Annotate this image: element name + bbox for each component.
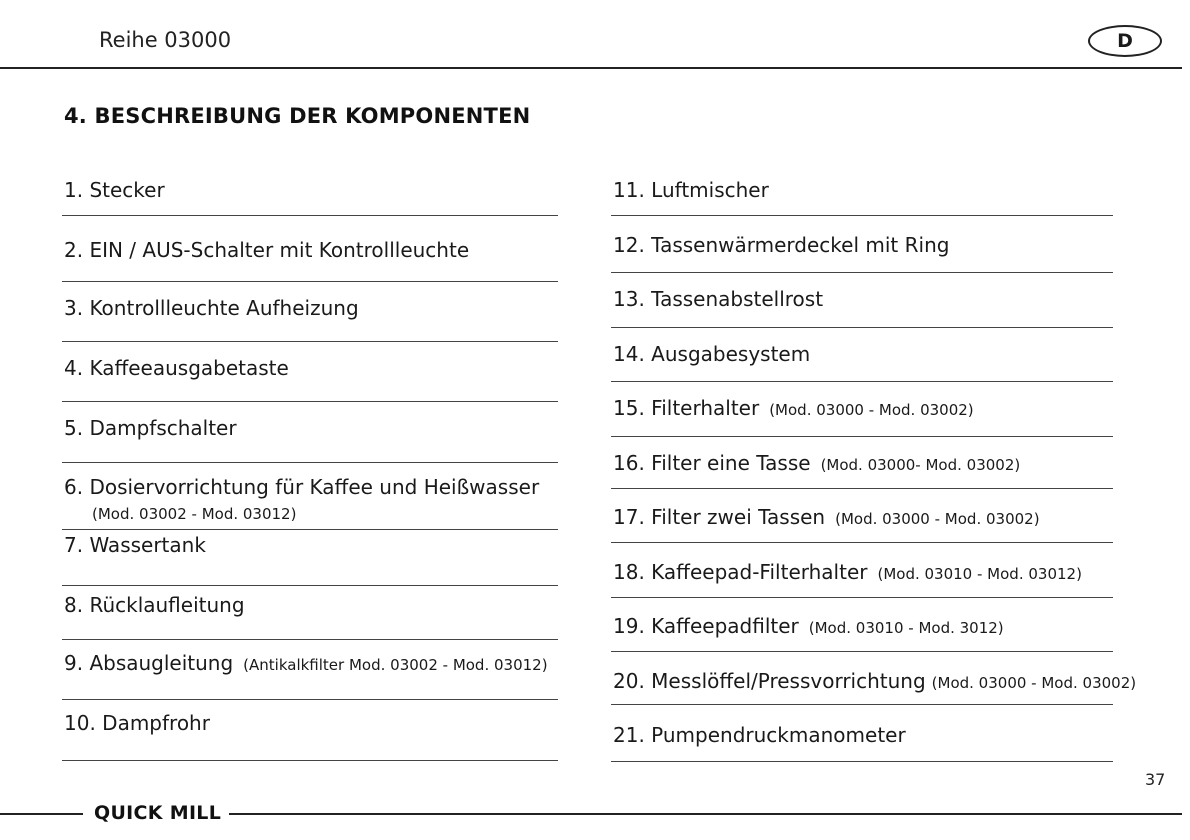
list-item [611,170,1113,216]
list-item [611,339,1113,382]
footer-rule-left [0,813,83,815]
list-item [611,502,1113,543]
item-label: 1. Stecker [64,178,165,202]
item-label: 14. Ausgabesystem [613,342,811,366]
list-item [611,230,1113,273]
footer-brand: QUICK MILL [94,802,222,824]
list-item [62,472,558,530]
item-label: 3. Kontrollleuchte Aufheizung [64,296,359,320]
list-item [611,720,1113,762]
list-item [611,611,1113,652]
item-label: 17. Filter zwei Tassen (Mod. 03000 - Mod. 03002) [613,505,1040,529]
item-note: (Antikalkfilter Mod. 03002 - Mod. 03012) [243,656,548,674]
item-label: 16. Filter eine Tasse (Mod. 03000- Mod. 03002) [613,451,1021,475]
list-item [62,648,558,700]
left-component-list [62,0,558,840]
list-item [611,393,1113,437]
language-badge: D [1088,25,1162,57]
right-component-list [611,0,1137,840]
page-number: 37 [1145,770,1166,789]
list-item [62,590,558,640]
list-item [611,557,1113,598]
item-subnote: (Mod. 03002 - Mod. 03012) [92,505,297,523]
item-label: 13. Tassenabstellrost [613,287,824,311]
section-title: 4. BESCHREIBUNG DER KOMPONENTEN [64,104,531,128]
item-label: 12. Tassenwärmerdeckel mit Ring [613,233,950,257]
list-item [611,448,1113,489]
item-label: 10. Dampfrohr [64,711,210,735]
footer-rule-right [229,813,1182,815]
list-item [62,170,558,216]
item-label: 20. Messlöffel/Pressvorrichtung (Mod. 03000 - Mod. 03002) [613,669,1137,693]
item-note: (Mod. 03000 - Mod. 03002) [769,401,974,419]
item-label: 9. Absaugleitung (Antikalkfilter Mod. 03002 - Mod. 03012) [64,651,548,675]
list-item [611,284,1113,328]
item-label: 15. Filterhalter (Mod. 03000 - Mod. 03002) [613,396,974,420]
list-item [62,230,558,282]
list-item [611,666,1137,705]
list-item [62,350,558,402]
item-note: (Mod. 03010 - Mod. 3012) [808,619,1004,637]
item-label: 4. Kaffeeausgabetaste [64,356,289,380]
item-label: 19. Kaffeepadfilter (Mod. 03010 - Mod. 3012) [613,614,1004,638]
page-header-title: Reihe 03000 [99,28,232,52]
item-label: 6. Dosiervorrichtung für Kaffee und Heißwasser [64,475,540,499]
item-label: 8. Rücklaufleitung [64,593,245,617]
item-label: 2. EIN / AUS-Schalter mit Kontrollleuchte [64,238,470,262]
list-item [62,708,558,761]
item-label: 11. Luftmischer [613,178,769,202]
item-note: (Mod. 03000 - Mod. 03002) [835,510,1040,528]
item-label: 7. Wassertank [64,533,206,557]
item-note: (Mod. 03000 - Mod. 03002) [931,674,1137,692]
item-note: (Mod. 03000- Mod. 03002) [820,456,1021,474]
list-item [62,410,558,463]
item-label: 18. Kaffeepad-Filterhalter (Mod. 03010 - Mod. 03012) [613,560,1082,584]
list-item [62,290,558,342]
list-item [62,530,558,586]
item-label: 5. Dampfschalter [64,416,237,440]
item-label: 21. Pumpendruckmanometer [613,723,906,747]
item-note: (Mod. 03010 - Mod. 03012) [877,565,1082,583]
